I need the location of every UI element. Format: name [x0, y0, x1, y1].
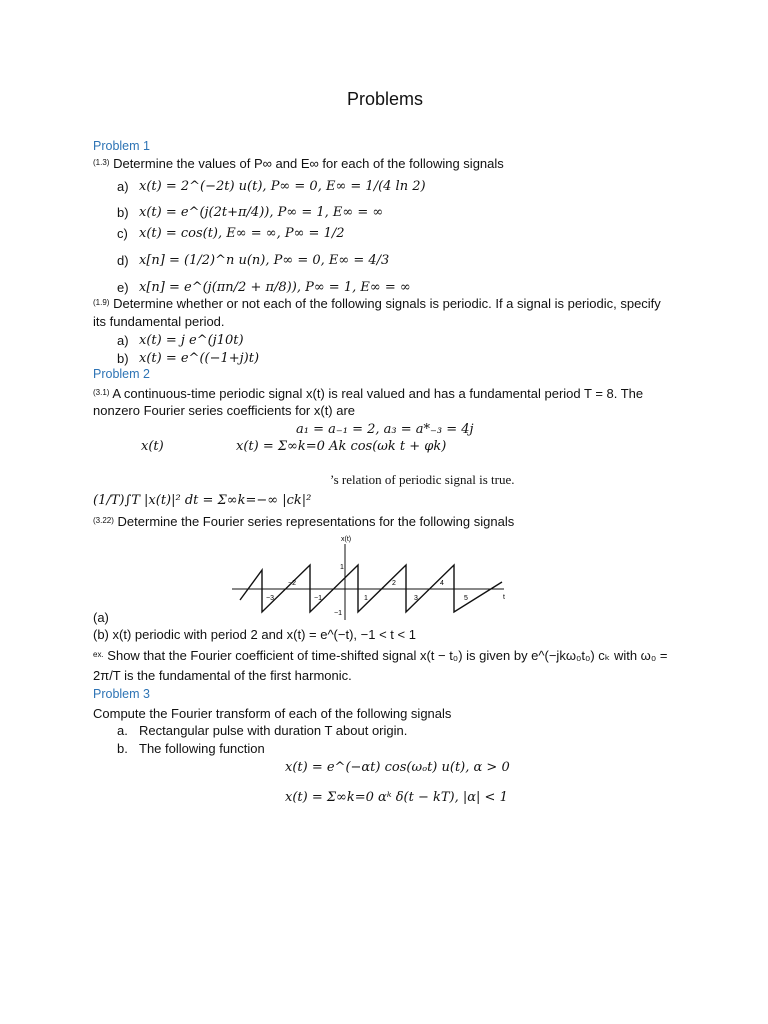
equation-1: x(t) = e^(−αt) cos(ωₒt) u(t), α > 0	[285, 760, 510, 775]
problem-1-question-1	[93, 156, 504, 172]
problem-3-heading: Problem 3	[93, 687, 150, 701]
question-text: A continuous-time periodic signal x(t) is real valued and has a fundamental period T = 8. The	[112, 386, 644, 401]
x-tick-minus-3: −3	[266, 595, 274, 602]
equation: x[n] = (1/2)^n u(n), P∞ = 0, E∞ = 4/3	[139, 253, 390, 268]
question-text-continued: 2π/T is the fundamental of the first harmonic.	[93, 668, 352, 683]
question-text: Show that the Fourier coefficient of time-shifted signal x(t − t₀) is given by e^(−jkω₀t₀) cₖ with ω₀ =	[107, 648, 668, 663]
item-letter: c)	[117, 226, 128, 241]
item-letter: a.	[117, 723, 128, 738]
y-tick-1: 1	[340, 564, 344, 571]
reference-3-1: (3.1)	[93, 388, 110, 397]
question-text: Determine the Fourier series representations for the following signals	[117, 514, 515, 529]
y-axis-label: x(t)	[341, 536, 352, 543]
item-letter: d)	[117, 253, 129, 268]
parseval-equation: (1/T)∫T |x(t)|² dt = Σ∞k=−∞ |ck|²	[93, 493, 312, 508]
coefficient-equation: a₁ = a₋₁ = 2, a₃ = a*₋₃ = 4j	[296, 422, 474, 437]
question-text: Determine whether or not each of the following signals is periodic. If a signal is periodic, specify	[113, 296, 661, 311]
item-letter: a)	[117, 179, 129, 194]
problem-2-question-3	[93, 648, 667, 664]
problem-3-intro: Compute the Fourier transform of each of the following signals	[93, 706, 452, 721]
item-letter: e)	[117, 280, 129, 295]
series-equation: x(t) = Σ∞k=0 Ak cos(ωk t + φk)	[236, 439, 447, 454]
problem-1-heading: Problem 1	[93, 139, 150, 153]
x-tick-5: 5	[464, 595, 468, 602]
problem-2-heading: Problem 2	[93, 367, 150, 381]
equation: x[n] = e^(j(πn/2 + π/8)), P∞ = 1, E∞ = ∞	[139, 280, 411, 295]
list-item: Rectangular pulse with duration T about origin.	[139, 723, 408, 738]
question-text-continued: nonzero Fourier series coefficients for x(t) are	[93, 403, 356, 418]
x-tick-2: 2	[392, 580, 396, 587]
equation: x(t) = cos(t), E∞ = ∞, P∞ = 1/2	[139, 226, 345, 241]
question-text: Determine the values of P∞ and E∞ for each of the following signals	[113, 156, 504, 171]
equation: x(t) = 2^(−2t) u(t), P∞ = 0, E∞ = 1/(4 ln 2)	[139, 179, 426, 194]
reference-3-22: (3.22)	[93, 516, 114, 525]
item-letter: b.	[117, 741, 128, 756]
reference-1-3: (1.3)	[93, 158, 110, 167]
x-axis-label: t	[503, 594, 505, 601]
x-tick-4: 4	[440, 580, 444, 587]
x-tick-minus-2: −2	[288, 580, 296, 587]
x-tick-1: 1	[364, 595, 368, 602]
problem-1-question-2	[93, 296, 661, 312]
list-item: The following function	[139, 741, 265, 756]
sawtooth-graph	[228, 532, 518, 622]
equation: x(t) = e^(j(2t+π/4)), P∞ = 1, E∞ = ∞	[139, 205, 384, 220]
part-a-label: (a)	[93, 610, 109, 625]
page-title: Problems	[347, 89, 424, 109]
reference-ex: ex.	[93, 650, 104, 659]
item-letter: b)	[117, 351, 129, 366]
equation: x(t) = j e^(j10t)	[139, 333, 244, 348]
item-letter: b)	[117, 205, 129, 220]
equation: x(t) = e^((−1+j)t)	[139, 351, 260, 366]
equation-2: x(t) = Σ∞k=0 αᵏ δ(t − kT), |α| < 1	[285, 790, 508, 805]
signal-label: x(t)	[141, 439, 164, 454]
problem-2-question-2	[93, 514, 514, 530]
problem-2-question-1	[93, 386, 643, 402]
part-b-text: (b) x(t) periodic with period 2 and x(t) = e^(−t), −1 < t < 1	[93, 627, 416, 642]
x-tick-3: 3	[414, 595, 418, 602]
question-text-continued: its fundamental period.	[93, 314, 225, 329]
x-tick-minus-1: −1	[314, 595, 322, 602]
reference-1-9: (1.9)	[93, 298, 110, 307]
item-letter: a)	[117, 333, 129, 348]
y-tick-minus-1: −1	[334, 610, 342, 617]
relation-text: ’s relation of periodic signal is true.	[330, 472, 515, 487]
